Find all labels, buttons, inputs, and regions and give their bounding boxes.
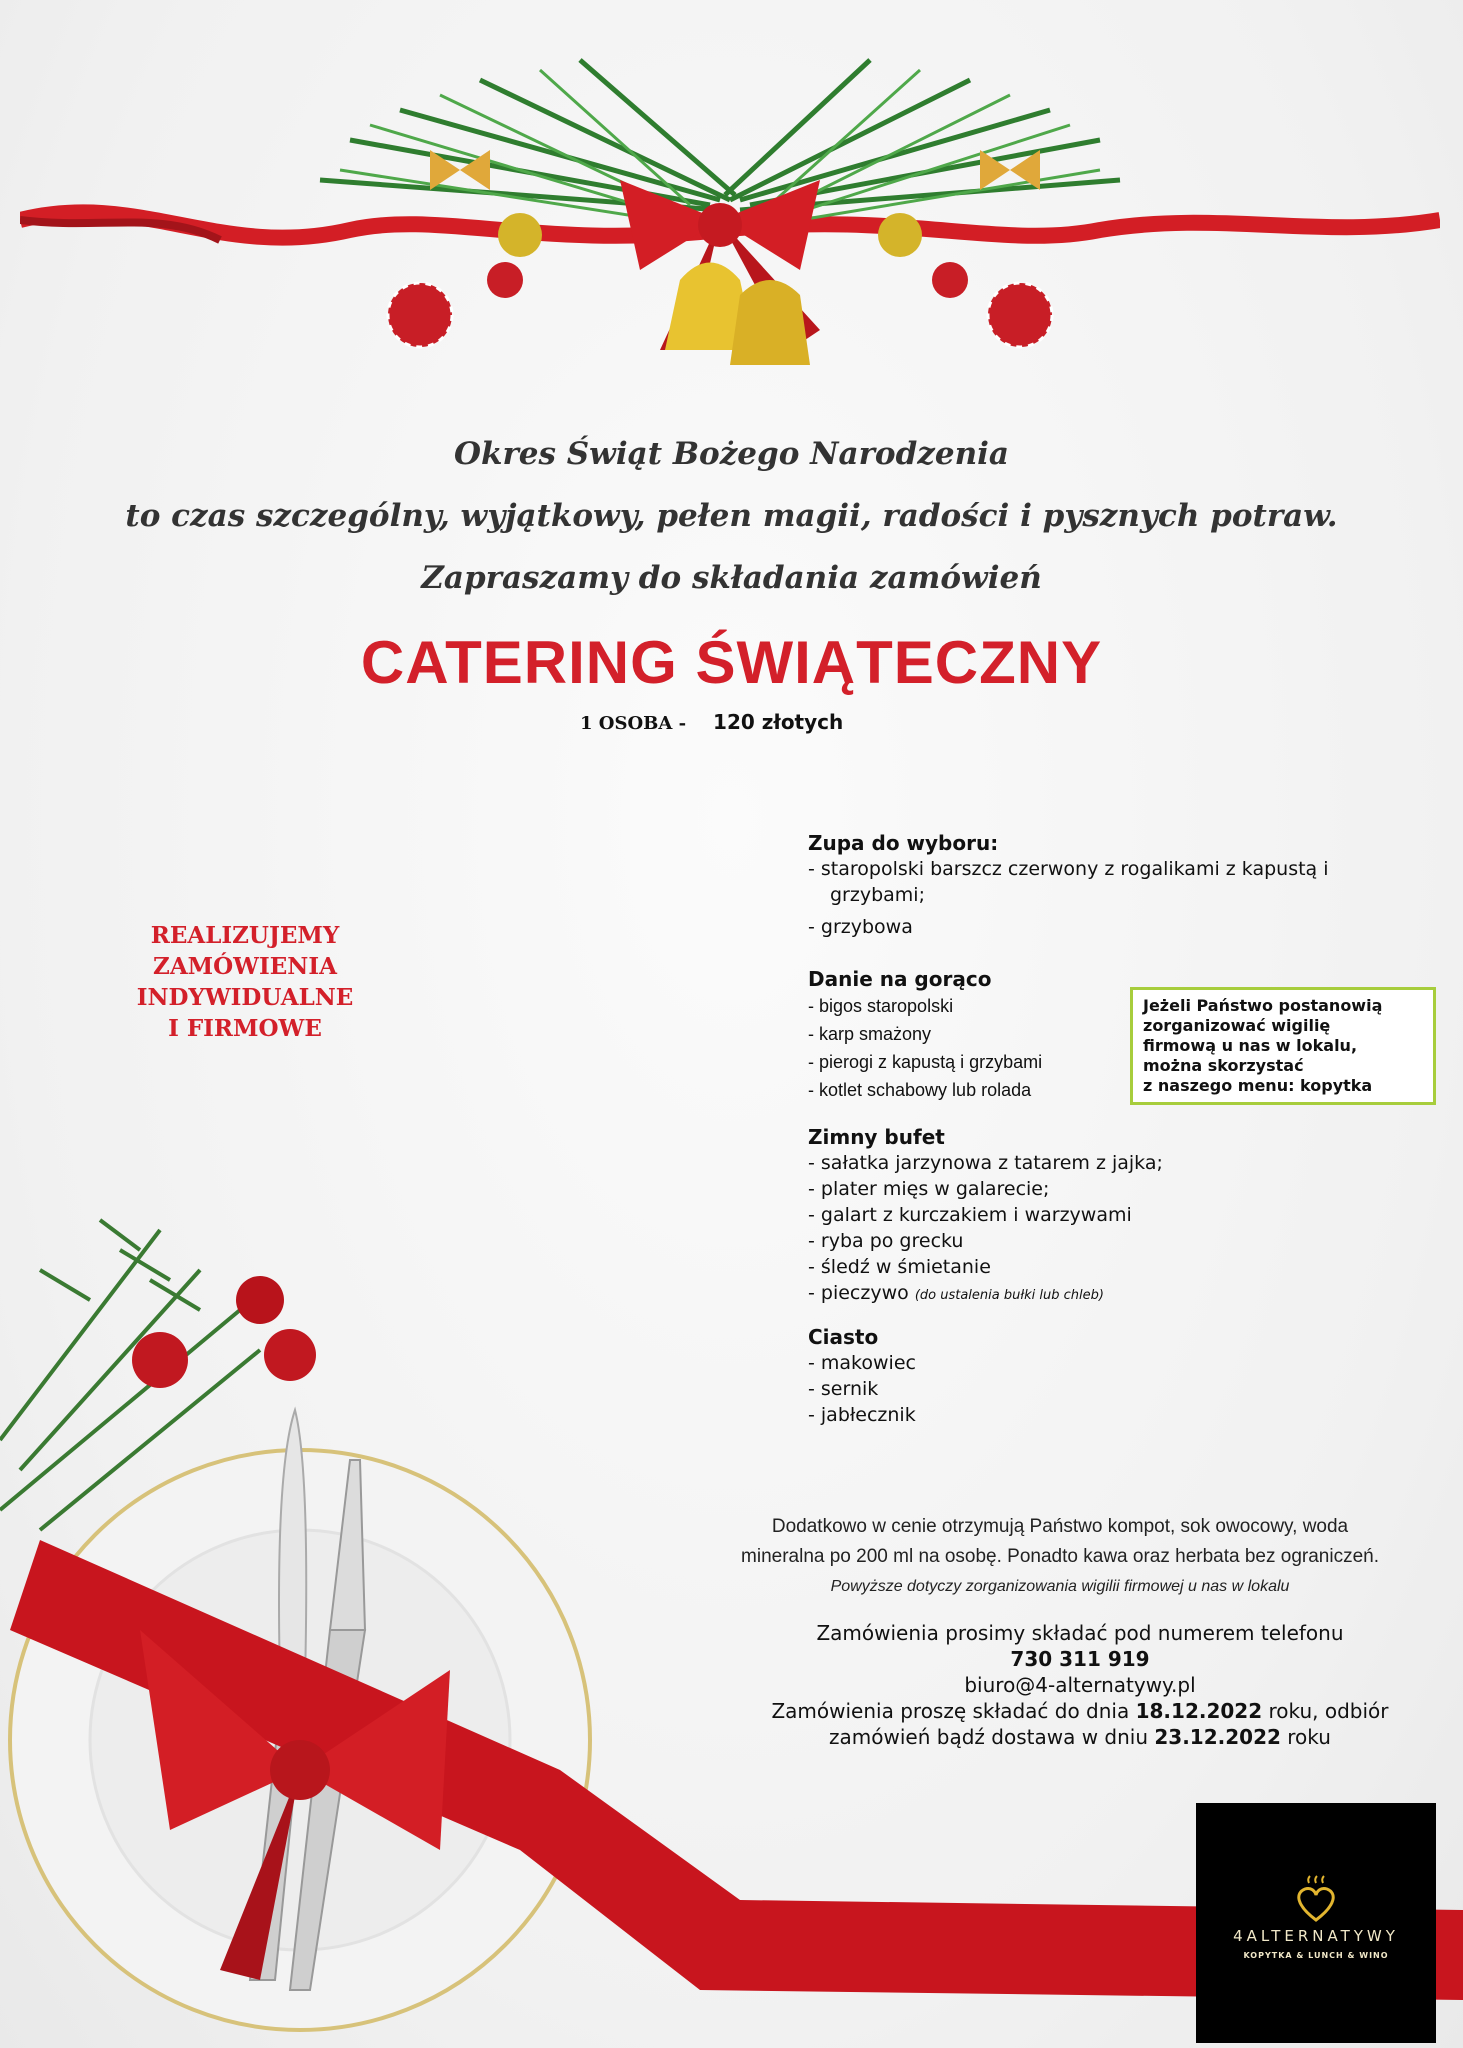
intro-line-3: Zapraszamy do składania zamówień <box>421 560 1042 596</box>
price-value: 120 złotych <box>713 710 844 734</box>
extra-line: mineralna po 200 ml na osobę. Ponadto kawa oraz herbata bez ograniczeń. <box>741 1546 1379 1567</box>
intro-line-2: to czas szczególny, wyjątkowy, pełen magii, radości i pysznych potraw. <box>125 498 1338 534</box>
notice-line: firmową u nas w lokalu, <box>1143 1036 1358 1055</box>
price-line <box>580 710 843 734</box>
realize-orders-text <box>100 920 390 1044</box>
bread-note: (do ustalenia bułki lub chleb) <box>914 1288 1104 1303</box>
page-title: CATERING ŚWIĄTECZNY <box>360 629 1103 696</box>
extra-note: Powyższe dotyczy zorganizowania wigilii firmowej u nas w lokalu <box>830 1578 1290 1595</box>
logo-sub-text: KOPYTKA & LUNCH & WINO <box>1243 1951 1389 1960</box>
phone-number[interactable]: 730 311 919 <box>1010 1647 1150 1671</box>
list-item: - galart z kurczakiem i warzywami <box>808 1204 1132 1226</box>
list-item: - pierogi z kapustą i grzybami <box>808 1052 1043 1072</box>
notice-line: można skorzystać <box>1143 1056 1304 1075</box>
list-item: - karp smażony <box>808 1024 932 1044</box>
list-item: - makowiec <box>808 1352 916 1374</box>
list-item: - jabłecznik <box>808 1404 916 1426</box>
notice-line: z naszego menu: kopytka <box>1143 1076 1373 1095</box>
list-item: - grzybowa <box>808 916 913 938</box>
notice-line: zorganizować wigilię <box>1143 1016 1331 1035</box>
extra-line: Dodatkowo w cenie otrzymują Państwo kompot, sok owocowy, woda <box>771 1516 1349 1537</box>
list-item: - staropolski barszcz czerwony z rogalikami z kapustą i grzybami; <box>808 858 1329 906</box>
realize-line: ZAMÓWIENIA <box>153 953 337 980</box>
menu-heading: Danie na gorąco <box>808 967 992 991</box>
list-item: - kotlet schabowy lub rolada <box>808 1080 1032 1100</box>
deadline-date: 18.12.2022 <box>1135 1699 1263 1723</box>
deadline-post: roku, odbiór <box>1268 1699 1389 1723</box>
list-item-text: - pieczywo <box>808 1282 909 1304</box>
list-item: - sałatka jarzynowa z tatarem z jajka; <box>808 1152 1163 1174</box>
notice-line: Jeżeli Państwo postanowią <box>1143 996 1383 1015</box>
order-line: Zamówienia prosimy składać pod numerem telefonu <box>816 1621 1344 1645</box>
list-item: - śledź w śmietanie <box>808 1256 991 1278</box>
notice-box <box>1130 987 1436 1105</box>
list-item: - bigos staropolski <box>808 996 954 1016</box>
realize-line: I FIRMOWE <box>168 1015 322 1042</box>
menu-heading: Zupa do wyboru: <box>808 831 999 855</box>
delivery-date: 23.12.2022 <box>1154 1725 1281 1749</box>
list-item: - plater mięs w galarecie; <box>808 1178 1050 1200</box>
menu-section-soup <box>808 830 1368 946</box>
christmas-garland-image <box>20 30 1440 400</box>
deadline-pre: Zamówienia proszę składać do dnia <box>771 1699 1130 1723</box>
company-logo <box>1196 1803 1436 2043</box>
intro-line-1: Okres Świąt Bożego Narodzenia <box>453 436 1010 472</box>
menu-heading: Ciasto <box>808 1325 879 1349</box>
realize-line: INDYWIDUALNE <box>136 984 354 1011</box>
heart-coffee-icon <box>1291 1875 1341 1925</box>
delivery-post: roku <box>1287 1725 1331 1749</box>
price-label: 1 OSOBA - <box>580 713 687 734</box>
menu-heading: Zimny bufet <box>808 1125 945 1149</box>
delivery-pre: zamówień bądź dostawa w dniu <box>829 1725 1149 1749</box>
logo-brand-text: 4ALTERNATYWY <box>1233 1927 1399 1945</box>
email-address[interactable]: biuro@4-alternatywy.pl <box>964 1673 1196 1697</box>
list-item: - sernik <box>808 1378 879 1400</box>
realize-line: REALIZUJEMY <box>150 922 340 949</box>
list-item: - ryba po grecku <box>808 1230 964 1252</box>
